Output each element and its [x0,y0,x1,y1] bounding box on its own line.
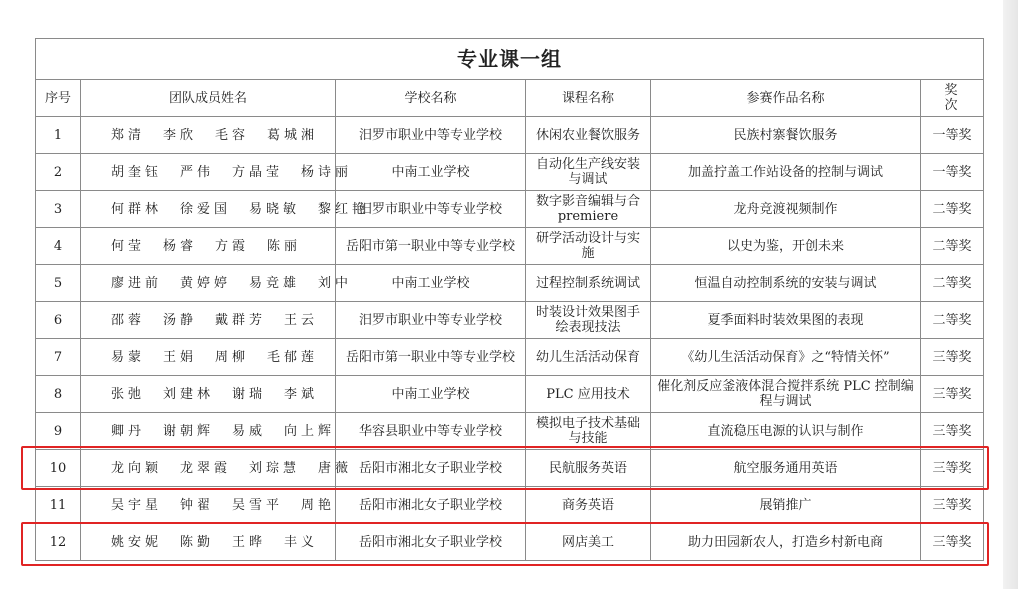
cell-award: 二等奖 [921,191,984,228]
table-row [36,302,984,339]
member-name: 龙翠霞 [180,460,232,476]
member-name: 汤静 [163,312,198,328]
cell-award: 二等奖 [921,265,984,302]
cell-work: 以史为鉴，开创未来 [651,228,921,265]
cell-index: 1 [36,117,81,154]
cell-members [81,524,336,561]
member-name: 易威 [232,423,267,439]
member-name: 王云 [284,312,319,328]
member-name: 唐薇 [318,460,353,476]
member-name: 何莹 [111,238,146,254]
table-row [36,524,984,561]
cell-school: 汨罗市职业中等专业学校 [336,191,526,228]
cell-school: 岳阳市湘北女子职业学校 [336,524,526,561]
cell-index: 4 [36,228,81,265]
cell-school: 华容县职业中等专业学校 [336,413,526,450]
member-list [85,535,331,550]
cell-index: 11 [36,487,81,524]
member-name: 毛郁莲 [267,349,319,365]
cell-school: 汨罗市职业中等专业学校 [336,117,526,154]
member-name: 姚安妮 [111,534,163,550]
member-name: 邵蓉 [111,312,146,328]
cell-members [81,376,336,413]
member-name: 周艳 [301,497,336,513]
cell-course: 过程控制系统调试 [526,265,651,302]
member-name: 刘琮慧 [249,460,301,476]
cell-work: 恒温自动控制系统的安装与调试 [651,265,921,302]
cell-index: 5 [36,265,81,302]
page-edge [1003,0,1018,589]
cell-index: 10 [36,450,81,487]
cell-school: 中南工业学校 [336,376,526,413]
member-name: 严伟 [180,164,215,180]
cell-award: 二等奖 [921,228,984,265]
member-name: 廖进前 [111,275,163,291]
cell-course: 自动化生产线安装与调试 [526,154,651,191]
table-row [36,450,984,487]
member-name: 龙向颖 [111,460,163,476]
cell-course: 模拟电子技术基础与技能 [526,413,651,450]
member-name: 向上辉 [284,423,336,439]
cell-work: 助力田园新农人，打造乡村新电商 [651,524,921,561]
table-row [36,228,984,265]
member-name: 杨睿 [163,238,198,254]
member-list [85,239,331,254]
cell-index: 6 [36,302,81,339]
member-name: 葛城湘 [267,127,319,143]
cell-members [81,450,353,487]
cell-index: 12 [36,524,81,561]
member-list [85,423,336,439]
cell-award: 二等奖 [921,302,984,339]
cell-work: 民族村寨餐饮服务 [651,117,921,154]
cell-members [81,487,336,524]
cell-school: 岳阳市湘北女子职业学校 [336,450,526,487]
cell-members [81,117,336,154]
cell-course: 时装设计效果图手绘表现技法 [526,302,651,339]
cell-award: 三等奖 [921,376,984,413]
cell-members [81,154,353,191]
table-title: 专业课一组 [36,39,984,80]
member-name: 毛容 [215,127,250,143]
table-row [36,117,984,154]
table-row [36,154,984,191]
member-name: 陈丽 [267,238,302,254]
cell-members [81,339,336,376]
header-course: 课程名称 [526,80,651,117]
header-award: 奖次 [921,80,984,117]
cell-members [81,302,336,339]
cell-course: 休闲农业餐饮服务 [526,117,651,154]
header-members: 团队成员姓名 [81,80,336,117]
cell-award: 三等奖 [921,339,984,376]
cell-award: 三等奖 [921,450,984,487]
member-list [85,201,370,217]
cell-index: 8 [36,376,81,413]
member-list [85,164,353,180]
cell-school: 汨罗市职业中等专业学校 [336,302,526,339]
member-name: 胡奎钰 [111,164,163,180]
cell-index: 3 [36,191,81,228]
header-school: 学校名称 [336,80,526,117]
cell-index: 2 [36,154,81,191]
member-name: 周柳 [215,349,250,365]
member-name: 易竞雄 [249,275,301,291]
member-name: 陈勤 [180,534,215,550]
member-name: 方霞 [215,238,250,254]
cell-school: 中南工业学校 [336,154,526,191]
member-name: 郑清 [111,127,146,143]
member-name: 易晓敏 [249,201,301,217]
member-name: 吴宇星 [111,497,163,513]
cell-work: 直流稳压电源的认识与制作 [651,413,921,450]
header-index: 序号 [36,80,81,117]
table-row [36,191,984,228]
cell-course: 研学活动设计与实施 [526,228,651,265]
cell-work: 催化剂反应釜液体混合搅拌系统 PLC 控制编程与调试 [651,376,921,413]
cell-school: 岳阳市第一职业中等专业学校 [336,228,526,265]
member-list [85,460,353,476]
member-name: 李斌 [284,386,319,402]
member-name: 黄婷婷 [180,275,232,291]
cell-work: 《幼儿生活活动保育》之“特情关怀” [651,339,921,376]
cell-award: 三等奖 [921,487,984,524]
cell-award: 三等奖 [921,413,984,450]
cell-school: 岳阳市第一职业中等专业学校 [336,339,526,376]
member-name: 杨诗丽 [301,164,353,180]
member-name: 何群林 [111,201,163,217]
member-name: 黎红艳 [318,201,370,217]
member-name: 谢朝辉 [163,423,215,439]
member-name: 徐爱国 [180,201,232,217]
member-name: 王晔 [232,534,267,550]
member-name: 丰义 [284,534,319,550]
table-row [36,376,984,413]
member-name: 方晶莹 [232,164,284,180]
member-name: 易蒙 [111,349,146,365]
member-list [85,387,331,402]
member-name: 王娟 [163,349,198,365]
cell-school: 岳阳市湘北女子职业学校 [336,487,526,524]
table-row [36,487,984,524]
member-list [85,275,353,291]
member-name: 刘建林 [163,386,215,402]
member-name: 刘中 [318,275,353,291]
cell-work: 夏季面料时装效果图的表现 [651,302,921,339]
member-list [85,128,331,143]
cell-award: 一等奖 [921,154,984,191]
header-work: 参赛作品名称 [651,80,921,117]
member-list [85,313,331,328]
cell-course: PLC 应用技术 [526,376,651,413]
cell-course: 幼儿生活活动保育 [526,339,651,376]
cell-work: 展销推广 [651,487,921,524]
cell-course: 民航服务英语 [526,450,651,487]
cell-school: 中南工业学校 [336,265,526,302]
cell-course: 网店美工 [526,524,651,561]
member-name: 谢瑞 [232,386,267,402]
table-row [36,413,984,450]
cell-members [81,413,336,450]
cell-work: 航空服务通用英语 [651,450,921,487]
cell-members [81,191,370,228]
cell-work: 龙舟竞渡视频制作 [651,191,921,228]
cell-index: 9 [36,413,81,450]
cell-award: 一等奖 [921,117,984,154]
member-list [85,350,331,365]
member-name: 张弛 [111,386,146,402]
member-list [85,497,336,513]
member-name: 卿丹 [111,423,146,439]
header-row [36,80,984,117]
cell-course: 数字影音编辑与合 premiere [526,191,651,228]
table-row [36,265,984,302]
awards-table [35,38,984,561]
member-name: 吴雪平 [232,497,284,513]
cell-work: 加盖拧盖工作站设备的控制与调试 [651,154,921,191]
member-name: 钟翟 [180,497,215,513]
member-name: 李欣 [163,127,198,143]
cell-members [81,228,336,265]
cell-course: 商务英语 [526,487,651,524]
cell-members [81,265,353,302]
table-row [36,339,984,376]
cell-award: 三等奖 [921,524,984,561]
cell-index: 7 [36,339,81,376]
member-name: 戴群芳 [215,312,267,328]
